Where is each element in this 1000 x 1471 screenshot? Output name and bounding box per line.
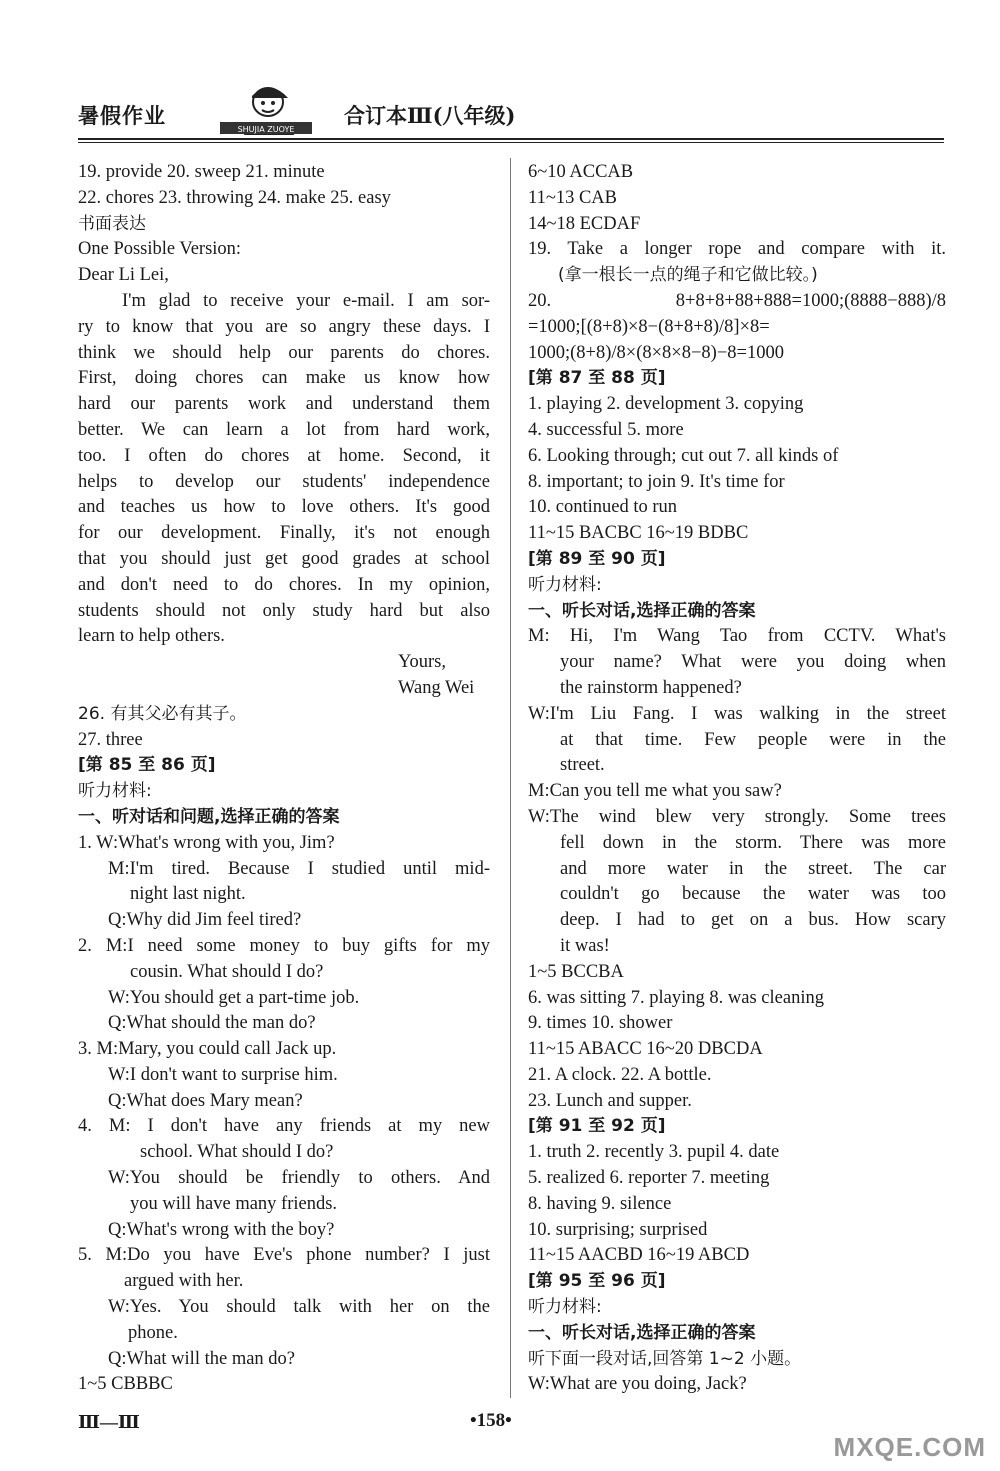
dialog-line: it was! — [560, 935, 610, 956]
footer-volume: Ⅲ—Ⅲ — [78, 1412, 140, 1432]
answer-line: 11~15 BACBC 16~19 BDBC — [528, 523, 749, 544]
answer-line: 19. provide 20. sweep 21. minute — [78, 162, 325, 182]
answer-line: 10. continued to run — [528, 497, 678, 518]
dialog-line: the rainstorm happened? — [560, 677, 742, 698]
answer-line: 1. playing 2. development 3. copying — [528, 394, 804, 415]
header-rule-thin — [78, 142, 944, 143]
equation-line: 20. 8+8+8+88+888=1000;(8888−888)/8 — [528, 290, 946, 311]
dialog-line: street. — [560, 755, 605, 776]
dialog-line: W:Yes. You should talk with her on the — [108, 1297, 490, 1318]
dialog-line: 5. M:Do you have Eve's phone number? I just — [78, 1245, 490, 1266]
answer-line: 27. three — [78, 729, 143, 750]
dialog-line: W:You should get a part-time job. — [108, 987, 360, 1008]
page-number: •158• — [470, 1410, 512, 1431]
dialog-line: W:You should be friendly to others. And — [108, 1168, 490, 1189]
dialog-line: school. What should I do? — [140, 1142, 334, 1163]
answer-line: 11~13 CAB — [528, 187, 617, 208]
answer-line: 5. realized 6. reporter 7. meeting — [528, 1168, 770, 1189]
letter-signature: Wang Wei — [398, 677, 475, 698]
page-range-heading: [第 91 至 92 页] — [528, 1116, 666, 1137]
dialog-line: 1. W:What's wrong with you, Jim? — [78, 832, 335, 853]
left-column — [78, 160, 490, 1398]
svg-text:SHUJIA ZUOYE: SHUJIA ZUOYE — [237, 125, 295, 134]
answer-line: 11~15 ABACC 16~20 DBCDA — [528, 1039, 763, 1060]
letter-line: think we should help our parents do chores. — [78, 342, 490, 363]
dialog-line: you will have many friends. — [130, 1193, 338, 1214]
section-heading: 一、听长对话,选择正确的答案 — [528, 1322, 756, 1343]
answer-line: 6~10 ACCAB — [528, 162, 634, 182]
dialog-line: W:I'm Liu Fang. I was walking in the street — [528, 703, 946, 724]
section-label: 听力材料: — [528, 574, 602, 595]
dialog-line: deep. I had to get on a bus. How scary — [560, 910, 946, 931]
answer-line: 1. truth 2. recently 3. pupil 4. date — [528, 1142, 780, 1163]
letter-line: students should not only study hard but also — [78, 600, 490, 621]
answer-line: 9. times 10. shower — [528, 1013, 673, 1034]
dialog-line: phone. — [128, 1322, 178, 1343]
dialog-line: night last night. — [130, 884, 246, 905]
answer-line: 14~18 ECDAF — [528, 213, 641, 234]
letter-line: and don't need to do chores. In my opinion, — [78, 574, 490, 595]
equation-line: 1000;(8+8)/8×(8×8×8−8)−8=1000 — [528, 342, 784, 363]
letter-line: helps to develop our students' independence — [78, 471, 490, 492]
page-range-heading: [第 85 至 86 页] — [78, 755, 216, 776]
dialog-line: 3. M:Mary, you could call Jack up. — [78, 1039, 337, 1060]
letter-closing: Yours, — [398, 652, 446, 673]
answer-line: 19. Take a longer rope and compare with it. — [528, 239, 946, 260]
dialog-question: Q:What will the man do? — [108, 1348, 296, 1369]
answer-line: 1~5 BCCBA — [528, 961, 624, 982]
answer-line: 6. Looking through; cut out 7. all kinds of — [528, 445, 839, 466]
answer-line: 26. 有其父必有其子。 — [78, 703, 247, 724]
watermark: MXQE.COM — [833, 1432, 986, 1462]
dialog-line: 4. M: I don't have any friends at my new — [78, 1116, 490, 1137]
letter-line: First, doing chores can make us know how — [78, 368, 490, 389]
dialog-question: Q:What does Mary mean? — [108, 1090, 303, 1111]
right-column — [528, 160, 946, 1398]
answer-line: 23. Lunch and supper. — [528, 1090, 692, 1111]
dialog-line: your name? What were you doing when — [560, 652, 946, 673]
letter-line: too. I often do chores at home. Second, it — [78, 445, 490, 466]
dialog-question: Q:What should the man do? — [108, 1013, 316, 1034]
answer-line: 8. important; to join 9. It's time for — [528, 471, 785, 492]
letter-line: ry to know that you are so angry these days. I — [78, 316, 490, 337]
dialog-question: Q:Why did Jim feel tired? — [108, 910, 302, 931]
dialog-line: M:I'm tired. Because I studied until mid- — [108, 858, 490, 879]
section-heading: 一、听长对话,选择正确的答案 — [528, 600, 756, 621]
section-label: 听力材料: — [78, 781, 152, 802]
answer-line: 1~5 CBBBC — [78, 1374, 173, 1395]
page-header — [78, 82, 944, 144]
answer-line: 10. surprising; surprised — [528, 1219, 708, 1240]
column-divider — [510, 158, 511, 1398]
answer-line: 8. having 9. silence — [528, 1193, 672, 1214]
section-label: 书面表达 — [78, 213, 146, 234]
page-range-heading: [第 89 至 90 页] — [528, 548, 666, 569]
instruction-line: 听下面一段对话,回答第 1~2 小题。 — [528, 1348, 802, 1369]
letter-line: hard our parents work and understand them — [78, 394, 490, 415]
letter-line: and teaches us how to love others. It's good — [78, 497, 490, 518]
letter-line: I'm glad to receive your e-mail. I am sor- — [122, 290, 490, 311]
letter-greeting: Dear Li Lei, — [78, 265, 169, 286]
answer-line: 11~15 AACBD 16~19 ABCD — [528, 1245, 750, 1266]
answer-line: (拿一根长一点的绳子和它做比较。) — [558, 265, 818, 286]
section-heading: 一、听对话和问题,选择正确的答案 — [78, 806, 340, 827]
answer-line: 21. A clock. 22. A bottle. — [528, 1064, 712, 1085]
letter-line: for our development. Finally, it's not enough — [78, 523, 490, 544]
dialog-line: W:The wind blew very strongly. Some trees — [528, 806, 946, 827]
dialog-line: couldn't go because the water was too — [560, 884, 946, 905]
text-line: One Possible Version: — [78, 239, 242, 260]
dialog-line: M: Hi, I'm Wang Tao from CCTV. What's — [528, 626, 946, 647]
page-range-heading: [第 87 至 88 页] — [528, 368, 666, 389]
equation-line: =1000;[(8+8)×8−(8+8+8)/8]×8= — [528, 316, 770, 337]
dialog-line: argued with her. — [124, 1271, 244, 1292]
dialog-line: cousin. What should I do? — [130, 961, 324, 982]
letter-line: that you should just get good grades at school — [78, 548, 490, 569]
dialog-question: Q:What's wrong with the boy? — [108, 1219, 335, 1240]
page-range-heading: [第 95 至 96 页] — [528, 1271, 666, 1292]
answer-line: 4. successful 5. more — [528, 419, 684, 440]
letter-line: better. We can learn a lot from hard work, — [78, 419, 490, 440]
dialog-line: fell down in the storm. There was more — [560, 832, 946, 853]
header-subtitle: 合订本Ⅲ(八年级) — [344, 103, 516, 128]
mascot-icon — [216, 82, 316, 136]
letter-line: learn to help others. — [78, 626, 225, 647]
dialog-line: W:What are you doing, Jack? — [528, 1374, 747, 1395]
dialog-line: and more water in the street. The car — [560, 858, 946, 879]
dialog-line: at that time. Few people were in the — [560, 729, 946, 750]
dialog-line: M:Can you tell me what you saw? — [528, 781, 782, 802]
header-title: 暑假作业 — [78, 103, 166, 128]
dialog-line: W:I don't want to surprise him. — [108, 1064, 338, 1085]
section-label: 听力材料: — [528, 1297, 602, 1318]
answer-line: 6. was sitting 7. playing 8. was cleaning — [528, 987, 824, 1008]
header-rule — [78, 138, 944, 140]
answer-line: 22. chores 23. throwing 24. make 25. easy — [78, 187, 391, 208]
dialog-line: 2. M:I need some money to buy gifts for my — [78, 935, 490, 956]
